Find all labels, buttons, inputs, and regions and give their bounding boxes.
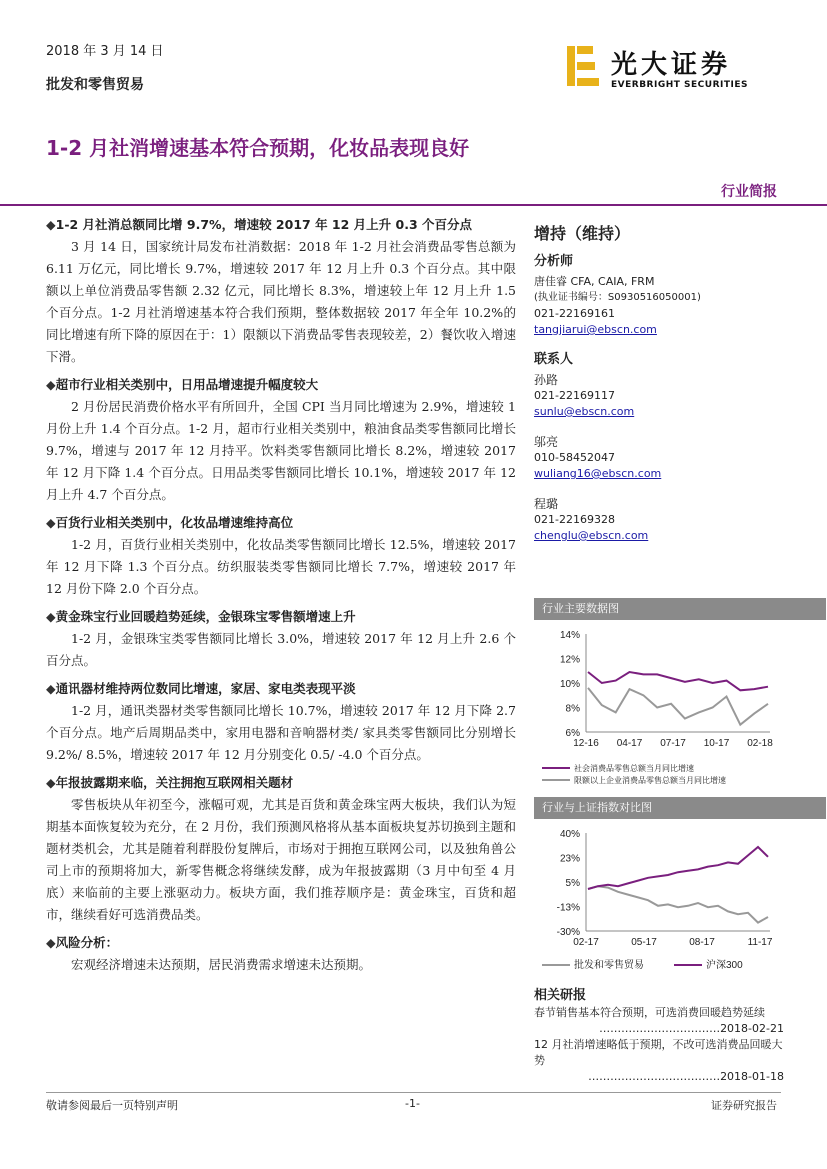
series-line-2 [588,688,768,725]
footer-divider [46,1092,781,1093]
header-divider [0,204,827,206]
x-tick-label: 02-18 [747,738,773,749]
contact-phone: 021-22169117 [534,389,615,402]
chart-2 [534,819,826,995]
footer-doc-type: 证券研究报告 [711,1099,777,1112]
contact-phone: 021-22169328 [534,513,615,526]
main-content [46,214,516,982]
related-report-title: 12 月社消增速略低于预期，不改可选消费品回暖大势 [534,1038,783,1067]
report-date: 2018 年 3 月 14 日 [46,44,164,59]
legend-label: 限额以上企业消费品零售总额当月同比增速 [574,776,726,785]
sidebar [534,214,782,544]
related-report-date: 2018-02-21 [720,1022,784,1035]
rating: 增持（维持） [534,224,631,243]
company-logo [567,44,777,92]
section-7 [46,932,516,976]
analyst-email-link[interactable]: tangjiarui@ebscn.com [534,323,657,336]
y-tick-label: 10% [559,679,580,690]
series-line-2 [588,847,768,889]
contact-item [534,496,782,544]
y-tick-label: 12% [559,654,580,666]
related-report-title: 春节销售基本符合预期，可选消费回暖趋势延续 [534,1006,765,1019]
contact-phone: 010-58452047 [534,451,615,464]
contact-email-link[interactable]: wuliang16@ebscn.com [534,467,662,480]
page-title: 1-2 月社消增速基本符合预期，化妆品表现良好 [46,136,470,160]
contact-email-link[interactable]: chenglu@ebscn.com [534,529,649,542]
contact-name: 孙路 [534,373,559,387]
section-heading: 1-2 月社消总额同比增 9.7%，增速较 2017 年 12 月上升 0.3 个百分点 [55,217,473,232]
y-tick-label: 5% [565,878,580,889]
diamond-bullet-icon: ◆ [46,377,56,392]
section-2 [46,374,516,506]
x-tick-label: 05-17 [631,937,657,948]
related-reports [534,984,784,1085]
x-tick-label: 04-17 [616,738,643,749]
section-body: 1-2 月，通讯类器材类零售额同比增长 10.7%，增速较 2017 年 12 月下降 2.7 个百分点。地产后周期品类中，家用电器和音响器材类/ 家具类零售额同比分别增长 9.2%/ 8.5%，增速较 2017 年 12 月分别变化 0.5/ -4.0 个百分点。 [46,703,516,762]
section-heading: 黄金珠宝行业回暖趋势延续，金银珠宝零售额增速上升 [55,609,356,624]
report-type: 行业简报 [721,184,777,200]
related-heading: 相关研报 [534,988,587,1003]
y-tick-label: 40% [559,829,580,840]
analyst-name: 唐佳睿 CFA, CAIA, FRM [534,275,655,288]
y-tick-label: 23% [559,853,580,865]
section-heading: 通讯器材维持两位数同比增速，家居、家电类表现平淡 [55,681,356,696]
section-heading: 风险分析： [55,935,119,950]
series-line-1 [588,672,768,690]
diamond-bullet-icon: ◆ [46,935,56,950]
section-4 [46,606,516,672]
y-tick-label: -13% [556,902,580,914]
section-5 [46,678,516,766]
related-report-date: 2018-01-18 [720,1070,784,1083]
contact-name: 程璐 [534,497,559,511]
y-tick-label: 8% [565,703,580,715]
chart-2-container [534,797,826,999]
contact-item [534,434,782,482]
everbright-logo-icon [567,46,601,86]
legend-label: 沪深300 [706,960,743,971]
y-tick-label: 6% [565,728,580,739]
section-body: 零售板块从年初至今，涨幅可观，尤其是百货和黄金珠宝两大板块，我们认为短期基本面恢复较为充分，在 2 月份，我们预测风格将从基本面板块复苏切换到主题和题材类机会，尤其是随着利群股份复牌后，市场对于拥抱互联网公司，以及独角兽公司上市的预期将加大，新零售概念将继续发酵，成为年报披露期（3 月中旬至 4 月底）来临前的主要上涨驱动力。板块方面，我们推荐顺序是：黄金珠宝，百货和超市，继续看好可选消费品类。 [46,797,516,922]
related-report-item[interactable]: 春节销售基本符合预期，可选消费回暖趋势延续 ……………………………2018-02-21 [534,1006,784,1035]
chart-1-container [534,598,826,800]
legend-label: 批发和零售贸易 [574,960,644,971]
logo-english-name: EVERBRIGHT SECURITIES [611,80,748,90]
section-3 [46,512,516,600]
x-tick-label: 10-17 [703,738,730,749]
diamond-bullet-icon: ◆ [46,681,56,696]
section-body: 2 月份居民消费价格水平有所回升，全国 CPI 当月同比增速为 2.9%，增速较 1 月份上升 1.4 个百分点。1-2 月，超市行业相关类别中，粮油食品类零售额同比增长 9.7%，增速与 2017 年 12 月持平。饮料类零售额同比增长 8.2%，增速较 2017 年 12 月下降 1.4 个百分点。日用品类零售额同比增长 10.1%，增速较 2017 年 12 月上升 4.7 个百分点。 [46,399,516,502]
section-body: 1-2 月，百货行业相关类别中，化妆品类零售额同比增长 12.5%，增速较 2017 年 12 月下降 1.3 个百分点。纺织服装类零售额同比增长 7.7%，增速较 2017 年 12 月份下降 2.0 个百分点。 [46,537,516,596]
contact-item [534,372,782,420]
analyst-cert: (执业证书编号：S0930516050001) [534,292,701,303]
x-tick-label: 11-17 [747,937,773,948]
y-tick-label: -30% [556,927,580,938]
section-body: 1-2 月，金银珠宝类零售额同比增长 3.0%，增速较 2017 年 12 月上升 2.6 个百分点。 [46,631,516,668]
section-heading: 百货行业相关类别中，化妆品增速维持高位 [55,515,294,530]
chart-title: 行业与上证指数对比图 [534,797,826,819]
section-6 [46,772,516,926]
page-number: -1- [405,1097,420,1110]
diamond-bullet-icon: ◆ [46,775,56,790]
section-body: 3 月 14 日，国家统计局发布社消数据：2018 年 1-2 月社会消费品零售总额为 6.11 万亿元，同比增长 9.7%，增速较 2017 年 12 月上升 0.3 个百分点。其中限额以上单位消费品零售额 2.32 亿元，同比增长 8.3%，增速较上年 12 月上升 1.5 个百分点。1-2 月社消增速基本符合我们预期，整体数据较 2017 年全年 10.2%的同比增速有所下降的原因在于：1）限额以下消费品零售表现较差，2）餐饮收入增速下滑。 [46,239,516,364]
legend-label: 社会消费品零售总额当月同比增速 [574,764,694,773]
series-line-1 [588,886,768,922]
section-heading: 年报披露期来临，关注拥抱互联网相关题材 [55,775,294,790]
diamond-bullet-icon: ◆ [46,609,56,624]
contact-email-link[interactable]: sunlu@ebscn.com [534,405,635,418]
footer-disclaimer: 敬请参阅最后一页特别声明 [46,1099,178,1112]
x-tick-label: 08-17 [689,937,715,948]
analyst-heading: 分析师 [534,254,574,269]
contact-name: 邬亮 [534,435,559,449]
diamond-bullet-icon: ◆ [46,217,56,232]
y-tick-label: 14% [559,630,580,641]
contact-heading: 联系人 [534,352,574,367]
chart-title: 行业主要数据图 [534,598,826,620]
diamond-bullet-icon: ◆ [46,515,56,530]
logo-chinese-name: 光大证券 [611,50,732,80]
analyst-phone: 021-22169161 [534,307,615,320]
x-tick-label: 07-17 [660,738,686,749]
x-tick-label: 02-17 [573,937,599,948]
x-tick-label: 12-16 [573,738,599,749]
section-1 [46,214,516,368]
section-heading: 超市行业相关类别中，日用品增速提升幅度较大 [55,377,319,392]
related-report-item[interactable]: 12 月社消增速略低于预期，不改可选消费品回暖大势 ………………………………2018-01-18 [534,1038,784,1083]
chart-1 [534,620,826,796]
sector-label: 批发和零售贸易 [46,77,144,93]
section-body: 宏观经济增速未达预期，居民消费需求增速未达预期。 [71,957,372,972]
